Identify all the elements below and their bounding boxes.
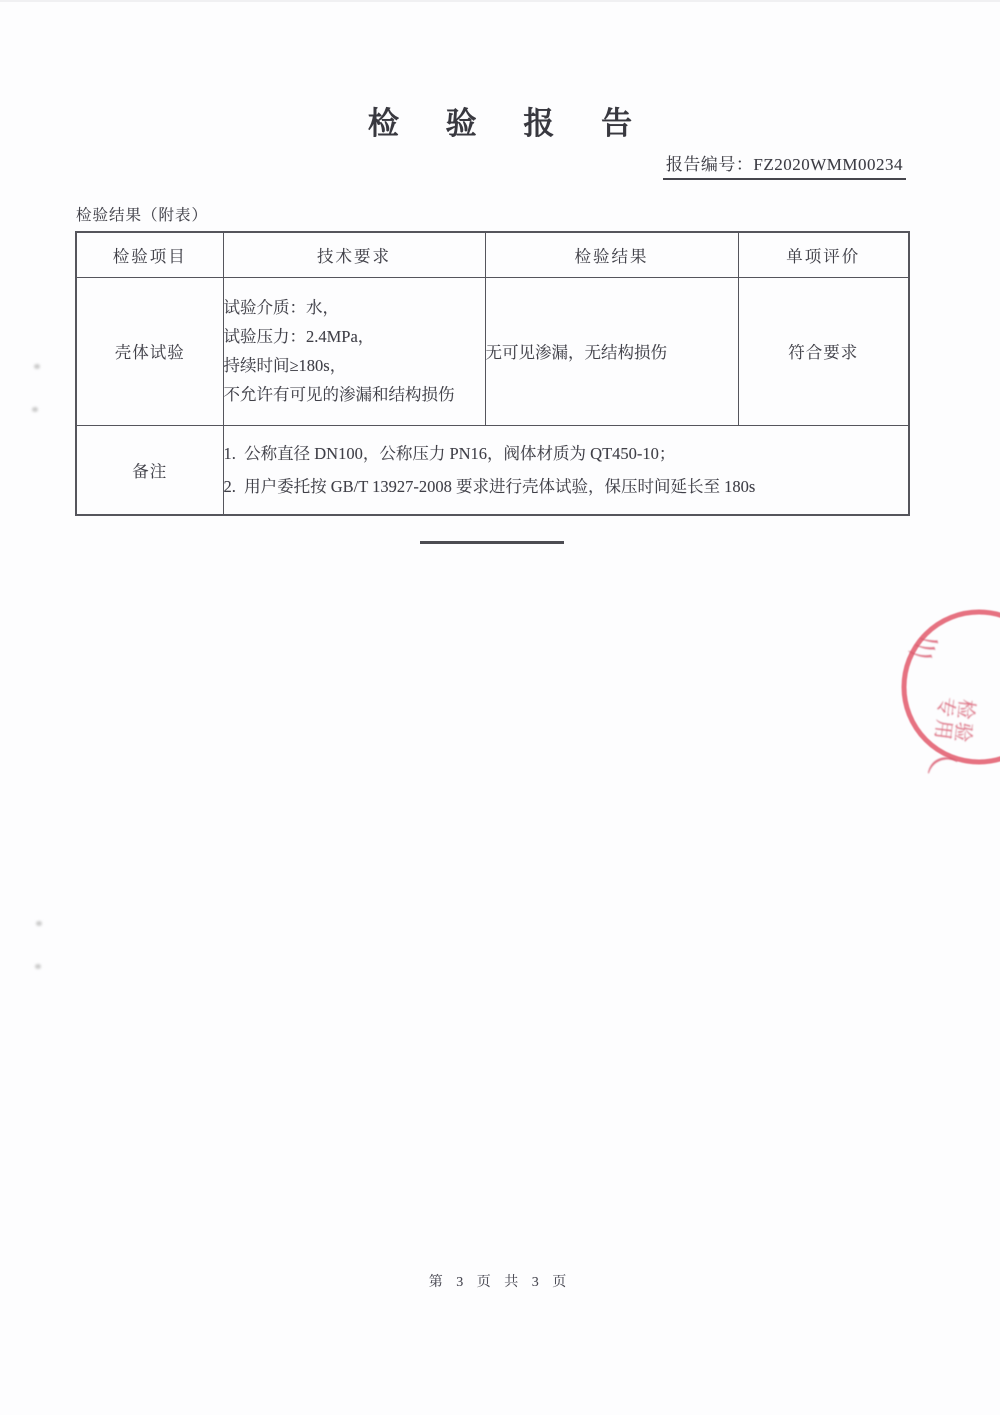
table-header-row [76, 232, 909, 277]
cell-inspection-result: 无可见渗漏，无结构损伤 [485, 277, 738, 425]
results-table [75, 231, 910, 516]
header-item-evaluation: 单项评价 [738, 232, 909, 277]
section-label: 检验结果（附表） [76, 207, 209, 224]
page-title: 检 验 报 告 [367, 106, 646, 141]
requirement-line: 不允许有可见的渗漏和结构损伤 [223, 385, 455, 404]
requirement-line: 持续时间≥180s， [223, 356, 347, 375]
header-inspection-result: 检验结果 [485, 232, 738, 277]
table-row [76, 277, 909, 425]
cell-remarks [223, 425, 909, 515]
report-number [663, 150, 906, 180]
header-technical-requirements: 技术要求 [223, 232, 485, 277]
cell-inspection-item: 壳体试验 [76, 277, 223, 425]
remarks-row [76, 425, 909, 515]
seal-parenthesis: （ [911, 732, 959, 778]
page-number: 第 3 页 共 3 页 [428, 1275, 572, 1290]
requirement-line: 试验介质：水， [223, 298, 339, 317]
signature-line [420, 541, 564, 544]
remark-line: 2. 用户委托按 GB/T 13927-2008 要求进行壳体试验，保压时间延长至 180s [223, 476, 756, 496]
official-seal-stamp [895, 597, 1000, 792]
scan-speck [35, 964, 41, 969]
seal-text-fragment: 检验 [949, 697, 978, 747]
scan-speck [36, 921, 42, 926]
report-number-label: 报告编号： [665, 155, 754, 174]
scan-speck [34, 364, 40, 369]
cell-technical-requirements [223, 277, 485, 425]
seal-text-fragment: 专用 [930, 695, 958, 744]
remark-line: 1. 公称直径 DN100，公称压力 PN16，阀体材质为 QT450-10； [223, 443, 676, 463]
report-number-value: FZ2020WMM00234 [753, 155, 903, 174]
header-inspection-item: 检验项目 [76, 232, 223, 277]
cell-remarks-label: 备注 [76, 425, 223, 515]
seal-stroke-fragment: 彡 [901, 626, 946, 672]
requirement-line: 试验压力：2.4MPa， [223, 327, 375, 346]
cell-item-evaluation: 符合要求 [738, 277, 909, 425]
scan-speck [32, 407, 38, 412]
